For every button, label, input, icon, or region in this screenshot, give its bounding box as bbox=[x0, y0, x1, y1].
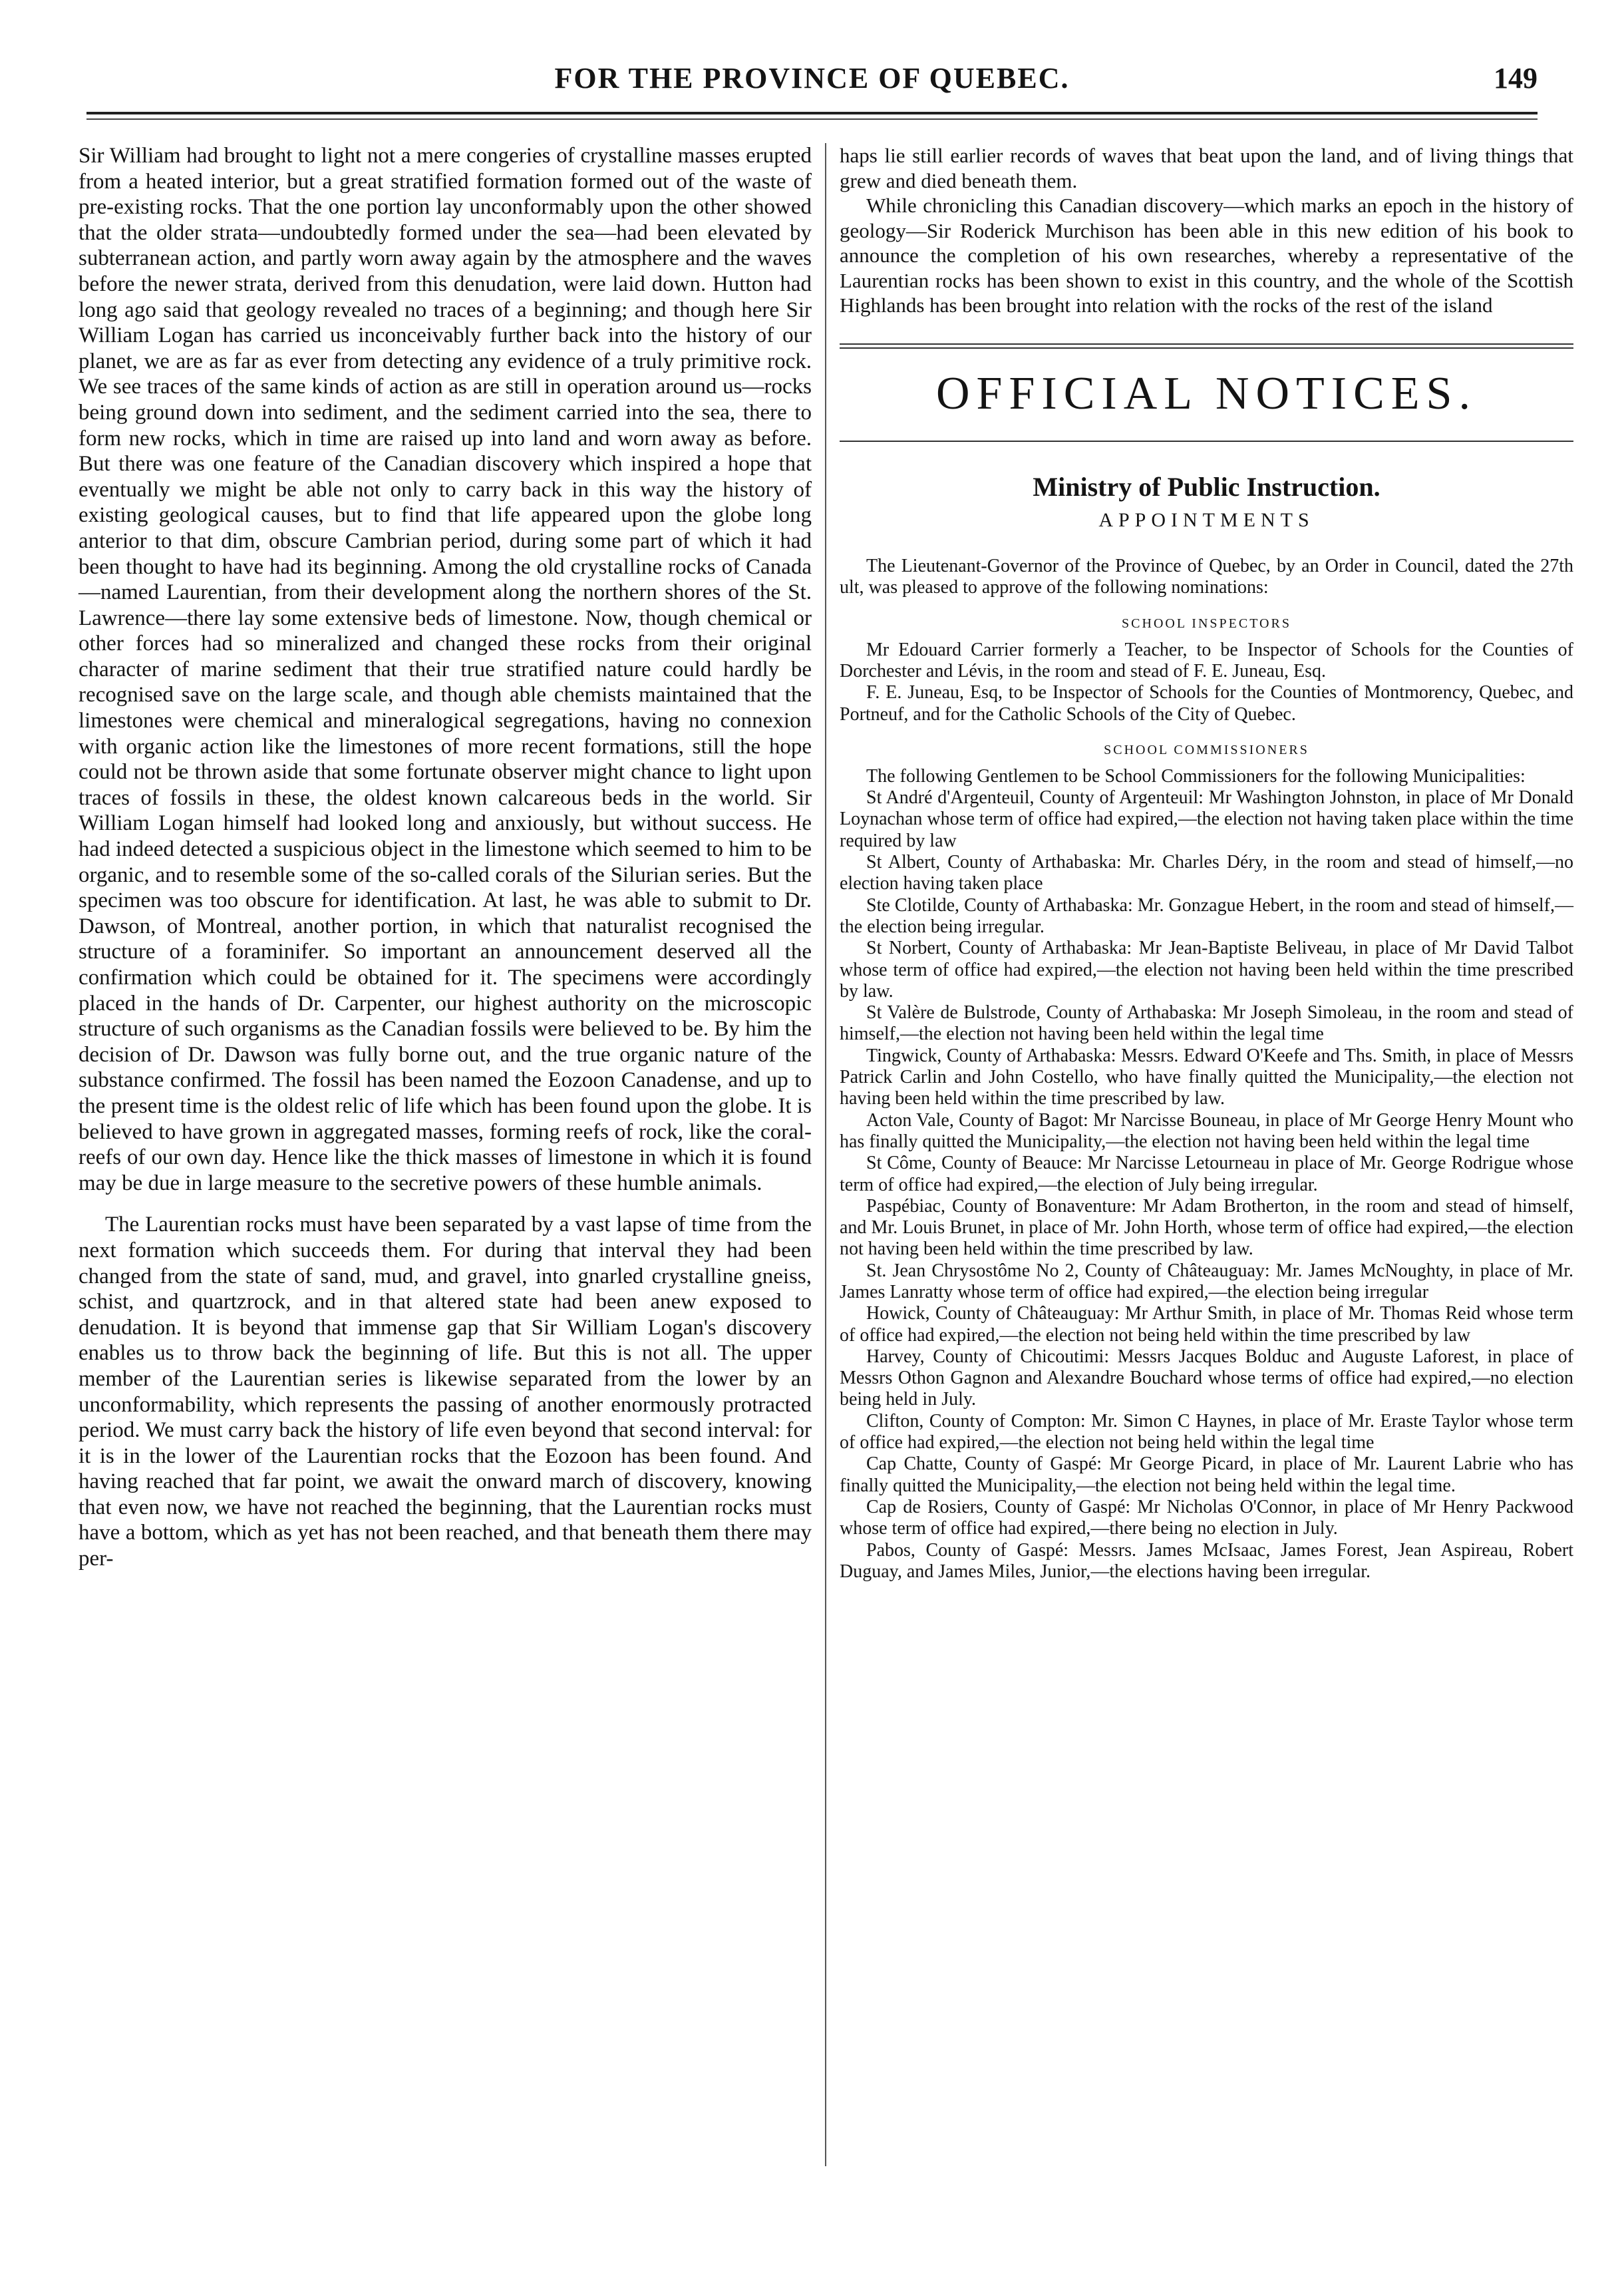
article-paragraph-2: The Laurentian rocks must have been separated by a vast lapse of time from the next formation which succeeds them. For during that interval they had been changed from the state of sand, mud, and gravel, into gnarled crystalline gneiss, schist, and quartzrock, and in that altered state had been anew exposed to denudation. It is beyond that immense gap that Sir William Logan's discovery enables us to throw back the beginning of life. But this is not all. The upper member of the Laurentian series is likewise separated from the lower by an unconformability, which represents the passing of another enormously protracted period. We must carry back the history of life even beyond that second interval: for it is in the lower of the Laurentian rocks that the Eozoon has been found. And having reached that far point, we await the onward march of discovery, knowing that even now, we have not reached the beginning, that the Laurentian rocks must have a bottom, which as yet has not been reached, and that beneath them there may per- bbox=[79, 1213, 812, 1571]
commissioner-entry: Cap Chatte, County of Gaspé: Mr George Picard, in place of Mr. Laurent Labrie who has finally quitted the Municipality,—the election not being held within the legal time. bbox=[840, 1453, 1573, 1496]
inspector-entry: Mr Edouard Carrier formerly a Teacher, to be Inspector of Schools for the Counties of Dorchester and Lévis, in the room and stead of F. E. Juneau, Esq. bbox=[840, 639, 1573, 681]
commissioner-entry: Clifton, County of Compton: Mr. Simon C Haynes, in place of Mr. Eraste Taylor whose term of office had expired,—the election not being held within the legal time bbox=[840, 1410, 1573, 1453]
commissioner-entry: St Norbert, County of Arthabaska: Mr Jean-Baptiste Beliveau, in place of Mr David Talbot whose term of office had expired,—the election not having been held within the time prescribed by law. bbox=[840, 938, 1573, 1002]
commissioner-entry: St Valère de Bulstrode, County of Arthabaska: Mr Joseph Simoleau, in the room and stead of himself,—the election not having been held within the legal time bbox=[840, 1002, 1573, 1045]
commissioners-intro: The following Gentlemen to be School Commissioners for the following Municipalities: bbox=[866, 765, 1526, 787]
running-title: FOR THE PROVINCE OF QUEBEC. bbox=[554, 62, 1070, 95]
commissioner-entry: St Côme, County of Beauce: Mr Narcisse Letourneau in place of Mr. George Rodrigue whose term of office had expired,—the election of July being irregular. bbox=[840, 1153, 1573, 1195]
page-number: 149 bbox=[1494, 62, 1538, 95]
header-rule-thin bbox=[86, 118, 1538, 120]
header-rule bbox=[86, 112, 1538, 114]
commissioner-entry: Acton Vale, County of Bagot: Mr Narcisse Bouneau, in place of Mr George Henry Mount who has finally quitted the Municipality,—the election not having been held within the legal time bbox=[840, 1109, 1573, 1152]
order-in-council: The Lieutenant-Governor of the Province of Quebec, by an Order in Council, dated the 27th ult, was pleased to approve of the following nominations: bbox=[840, 555, 1573, 598]
section-rule-lower bbox=[840, 441, 1573, 442]
appointments-heading: APPOINTMENTS bbox=[1098, 508, 1315, 531]
commissioner-entry: St André d'Argenteuil, County of Argenteuil: Mr Washington Johnston, in place of Mr Donald Loynachan whose term of office had expired,—the election not having taken place within the time required by law bbox=[840, 787, 1573, 851]
left-column bbox=[79, 143, 812, 1572]
column-divider bbox=[825, 143, 826, 2166]
running-head bbox=[86, 61, 1538, 101]
commissioner-entry: Paspébiac, County of Bonaventure: Mr Adam Brotherton, in the room and stead of himself, and Mr. Louis Brunet, in place of Mr. John Horth, whose term of office had expired,—the election not having been held within the time prescribed by law. bbox=[840, 1195, 1573, 1260]
right-column bbox=[840, 143, 1573, 1583]
commissioners-heading: SCHOOL COMMISSIONERS bbox=[1104, 742, 1309, 757]
ministry-heading: Ministry of Public Instruction. bbox=[1033, 471, 1380, 502]
commissioner-entry: St. Jean Chrysostôme No 2, County of Châteauguay: Mr. James McNoughty, in place of Mr. James Lanratty whose term of office had expired,—the election being irregular bbox=[840, 1260, 1573, 1302]
commissioner-entry: Ste Clotilde, County of Arthabaska: Mr. Gonzague Hebert, in the room and stead of himself,—the election being irregular. bbox=[840, 894, 1573, 937]
commissioner-entry: St Albert, County of Arthabaska: Mr. Charles Déry, in the room and stead of himself,—no election having taken place bbox=[840, 852, 1573, 894]
commissioner-entry: Pabos, County of Gaspé: Messrs. James McIsaac, James Forest, Jean Aspireau, Robert Duguay, and James Miles, Junior,—the elections having been irregular. bbox=[840, 1539, 1573, 1582]
inspector-entry: F. E. Juneau, Esq, to be Inspector of Schools for the Counties of Montmorency, Quebec, and Portneuf, and for the Catholic Schools of the City of Quebec. bbox=[840, 682, 1573, 725]
section-title: OFFICIAL NOTICES. bbox=[936, 367, 1477, 419]
inspectors-heading: SCHOOL INSPECTORS bbox=[1122, 616, 1291, 631]
article-continuation-1: haps lie still earlier records of waves that beat upon the land, and of living things that grew and died beneath them. bbox=[840, 144, 1573, 192]
commissioner-entry: Cap de Rosiers, County of Gaspé: Mr Nicholas O'Connor, in place of Mr Henry Packwood whose term of office had expired,—there being no election in July. bbox=[840, 1496, 1573, 1539]
section-rule bbox=[840, 343, 1573, 349]
commissioner-entry: Howick, County of Châteauguay: Mr Arthur Smith, in place of Mr. Thomas Reid whose term of office had expired,—the election not being held within the time prescribed by law bbox=[840, 1303, 1573, 1346]
article-continuation-2: While chronicling this Canadian discovery—which marks an epoch in the history of geology—Sir Roderick Murchison has been able in this new edition of his book to announce the completion of his own researches, whereby a representative of the Laurentian rocks has been shown to exist in this country, and the whole of the Scottish Highlands has been brought into relation with the rocks of the rest of the island bbox=[840, 194, 1573, 317]
commissioner-entry: Harvey, County of Chicoutimi: Messrs Jacques Bolduc and Auguste Laforest, in place of Messrs Othon Gagnon and Alexandre Bouchard whose terms of office had expired,—no election being held in July. bbox=[840, 1346, 1573, 1410]
article-paragraph-1: Sir William had brought to light not a mere congeries of crystalline masses erupted from a heated interior, but a great stratified formation formed out of the waste of pre-existing rocks. That the one portion lay unconformably upon the other showed that the older strata—undoubtedly formed under the sea—had been elevated by subterranean action, and partly worn away again by the atmosphere and the waves before the newer strata, derived from this denudation, were laid down. Hutton had long ago said that geology revealed no traces of a beginning; and though here Sir William Logan has carried us inconceivably further back into the history of our planet, we are as far as ever from detecting any evidence of a truly primitive rock. We see traces of the same kinds of action as are still in operation around us—rocks being ground down into sediment, and the sediment carried into the sea, there to form new rocks, which in time are raised up into land and worn away as before. But there was one feature of the Canadian discovery which inspired a hope that eventually we might be able not only to carry back in this way the history of existing geological causes, but to find that life appeared upon the globe long anterior to that dim, obscure Cambrian period, during some part of which it had been thought to have had its beginning. Among the old crystalline rocks of Canada—named Laurentian, from their development along the northern shores of the St. Lawrence—there lay some extensive beds of limestone. Now, though chemical or other forces had so mineralized and changed these rocks from their original character of marine sediment that their true stratified nature could hardly be recognised save on the large scale, and though able chemists maintained that the limestones were chemical and mineralogical segregations, having no connexion with organic action like the limestones of more recent formations, still the hope could not be thrown aside that some fortunate observer might chance to light upon traces of fossils in these, the oldest known calcareous beds in the world. Sir William Logan himself had looked long and anxiously, but without success. He had indeed detected a suspicious object in the limestone which seemed to him to be organic, and to resemble some of the so-called corals of the Silurian series. But the specimen was too obscure for identification. At last, he was able to submit to Dr. Dawson, of Montreal, another portion, in which that naturalist recognised the structure of a foraminifer. So important an announcement deserved all the confirmation which could be obtained for it. The specimens were accordingly placed in the hands of Dr. Carpenter, our highest authority on the microscopic structure of such organisms as the Canadian fossils were believed to be. By him the decision of Dr. Dawson was fully borne out, and the true organic nature of the substance confirmed. The fossil has been named the Eozoon Canadense, and up to the present time is the oldest relic of life which has been found upon the globe. It is believed to have grown in aggregated masses, forming reefs of rock, like the coral-reefs of our own day. Hence like the thick masses of limestone in which it is found may be due in large measure to the secretive powers of these humble animals. bbox=[79, 144, 812, 1195]
commissioner-entry: Tingwick, County of Arthabaska: Messrs. Edward O'Keefe and Ths. Smith, in place of Messrs Patrick Carlin and John Costello, who have finally quitted the Municipality,—the election not having been held within the time prescribed by law. bbox=[840, 1045, 1573, 1109]
